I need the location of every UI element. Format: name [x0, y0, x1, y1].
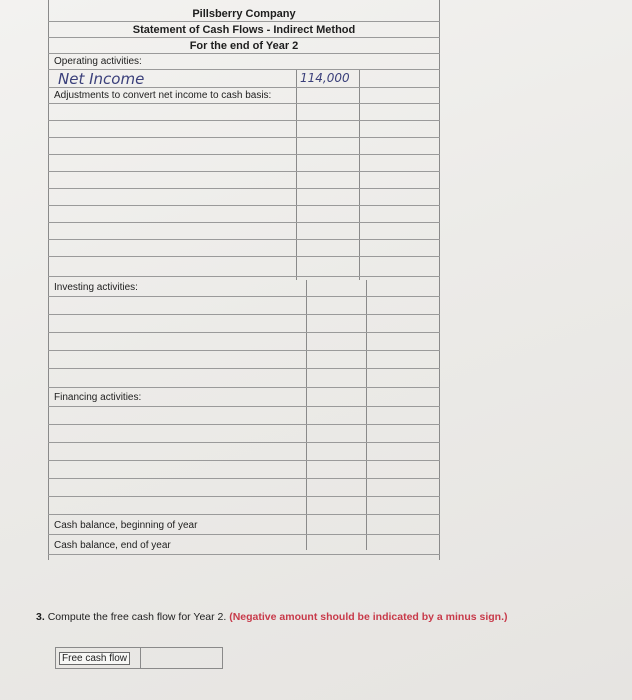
question-text: Compute the free cash flow for Year 2. [47, 611, 227, 623]
investing-entry-row[interactable] [48, 351, 440, 369]
net-income-value: 114,000 [300, 71, 350, 85]
investing-entry-row[interactable] [48, 333, 440, 351]
adjustment-entry-row[interactable] [48, 172, 440, 189]
net-income-row [48, 70, 440, 88]
free-cash-flow-label: Free cash flow [59, 652, 130, 665]
adjustment-entry-row[interactable] [48, 240, 440, 257]
question-number: 3. [36, 611, 45, 623]
financing-entry-row[interactable] [48, 407, 440, 425]
adjustment-entry-row[interactable] [48, 189, 440, 206]
adjustments-label: Adjustments to convert net income to cash basis: [54, 90, 272, 101]
statement-period: For the end of Year 2 [48, 38, 440, 54]
cash-begin-label: Cash balance, beginning of year [54, 520, 198, 531]
investing-entry-row[interactable] [48, 315, 440, 333]
company-name: Pillsberry Company [48, 6, 440, 22]
net-income-label: Net Income [58, 70, 145, 88]
investing-entry-row[interactable] [48, 297, 440, 315]
adjustment-entry-row[interactable] [48, 155, 440, 172]
financing-entry-row[interactable] [48, 443, 440, 461]
financing-entry-row[interactable] [48, 461, 440, 479]
cash-end-row [48, 535, 440, 555]
cash-end-label: Cash balance, end of year [54, 540, 171, 551]
investing-total-row[interactable] [48, 369, 440, 388]
cash-begin-row [48, 515, 440, 535]
financing-entry-row[interactable] [48, 479, 440, 497]
financing-entry-row[interactable] [48, 425, 440, 443]
investing-label: Investing activities: [54, 282, 138, 293]
financing-label: Financing activities: [54, 392, 142, 403]
free-cash-flow-input[interactable] [144, 652, 220, 666]
free-cash-flow-divider [140, 648, 141, 668]
adjustments-row [48, 88, 440, 104]
operating-total-row[interactable] [48, 257, 440, 277]
free-cash-flow-row [55, 647, 223, 669]
statement-title: Statement of Cash Flows - Indirect Method [48, 22, 440, 38]
adjustment-entry-row[interactable] [48, 206, 440, 223]
financing-row [48, 388, 440, 407]
financing-total-row[interactable] [48, 497, 440, 515]
investing-row [48, 277, 440, 297]
adjustment-entry-row[interactable] [48, 104, 440, 121]
question-3 [36, 611, 508, 623]
adjustment-entry-row[interactable] [48, 223, 440, 240]
adjustment-entry-row[interactable] [48, 138, 440, 155]
question-note: (Negative amount should be indicated by a minus sign.) [229, 611, 508, 623]
adjustment-entry-row[interactable] [48, 121, 440, 138]
operating-label: Operating activities: [54, 56, 142, 67]
operating-row [48, 54, 440, 70]
